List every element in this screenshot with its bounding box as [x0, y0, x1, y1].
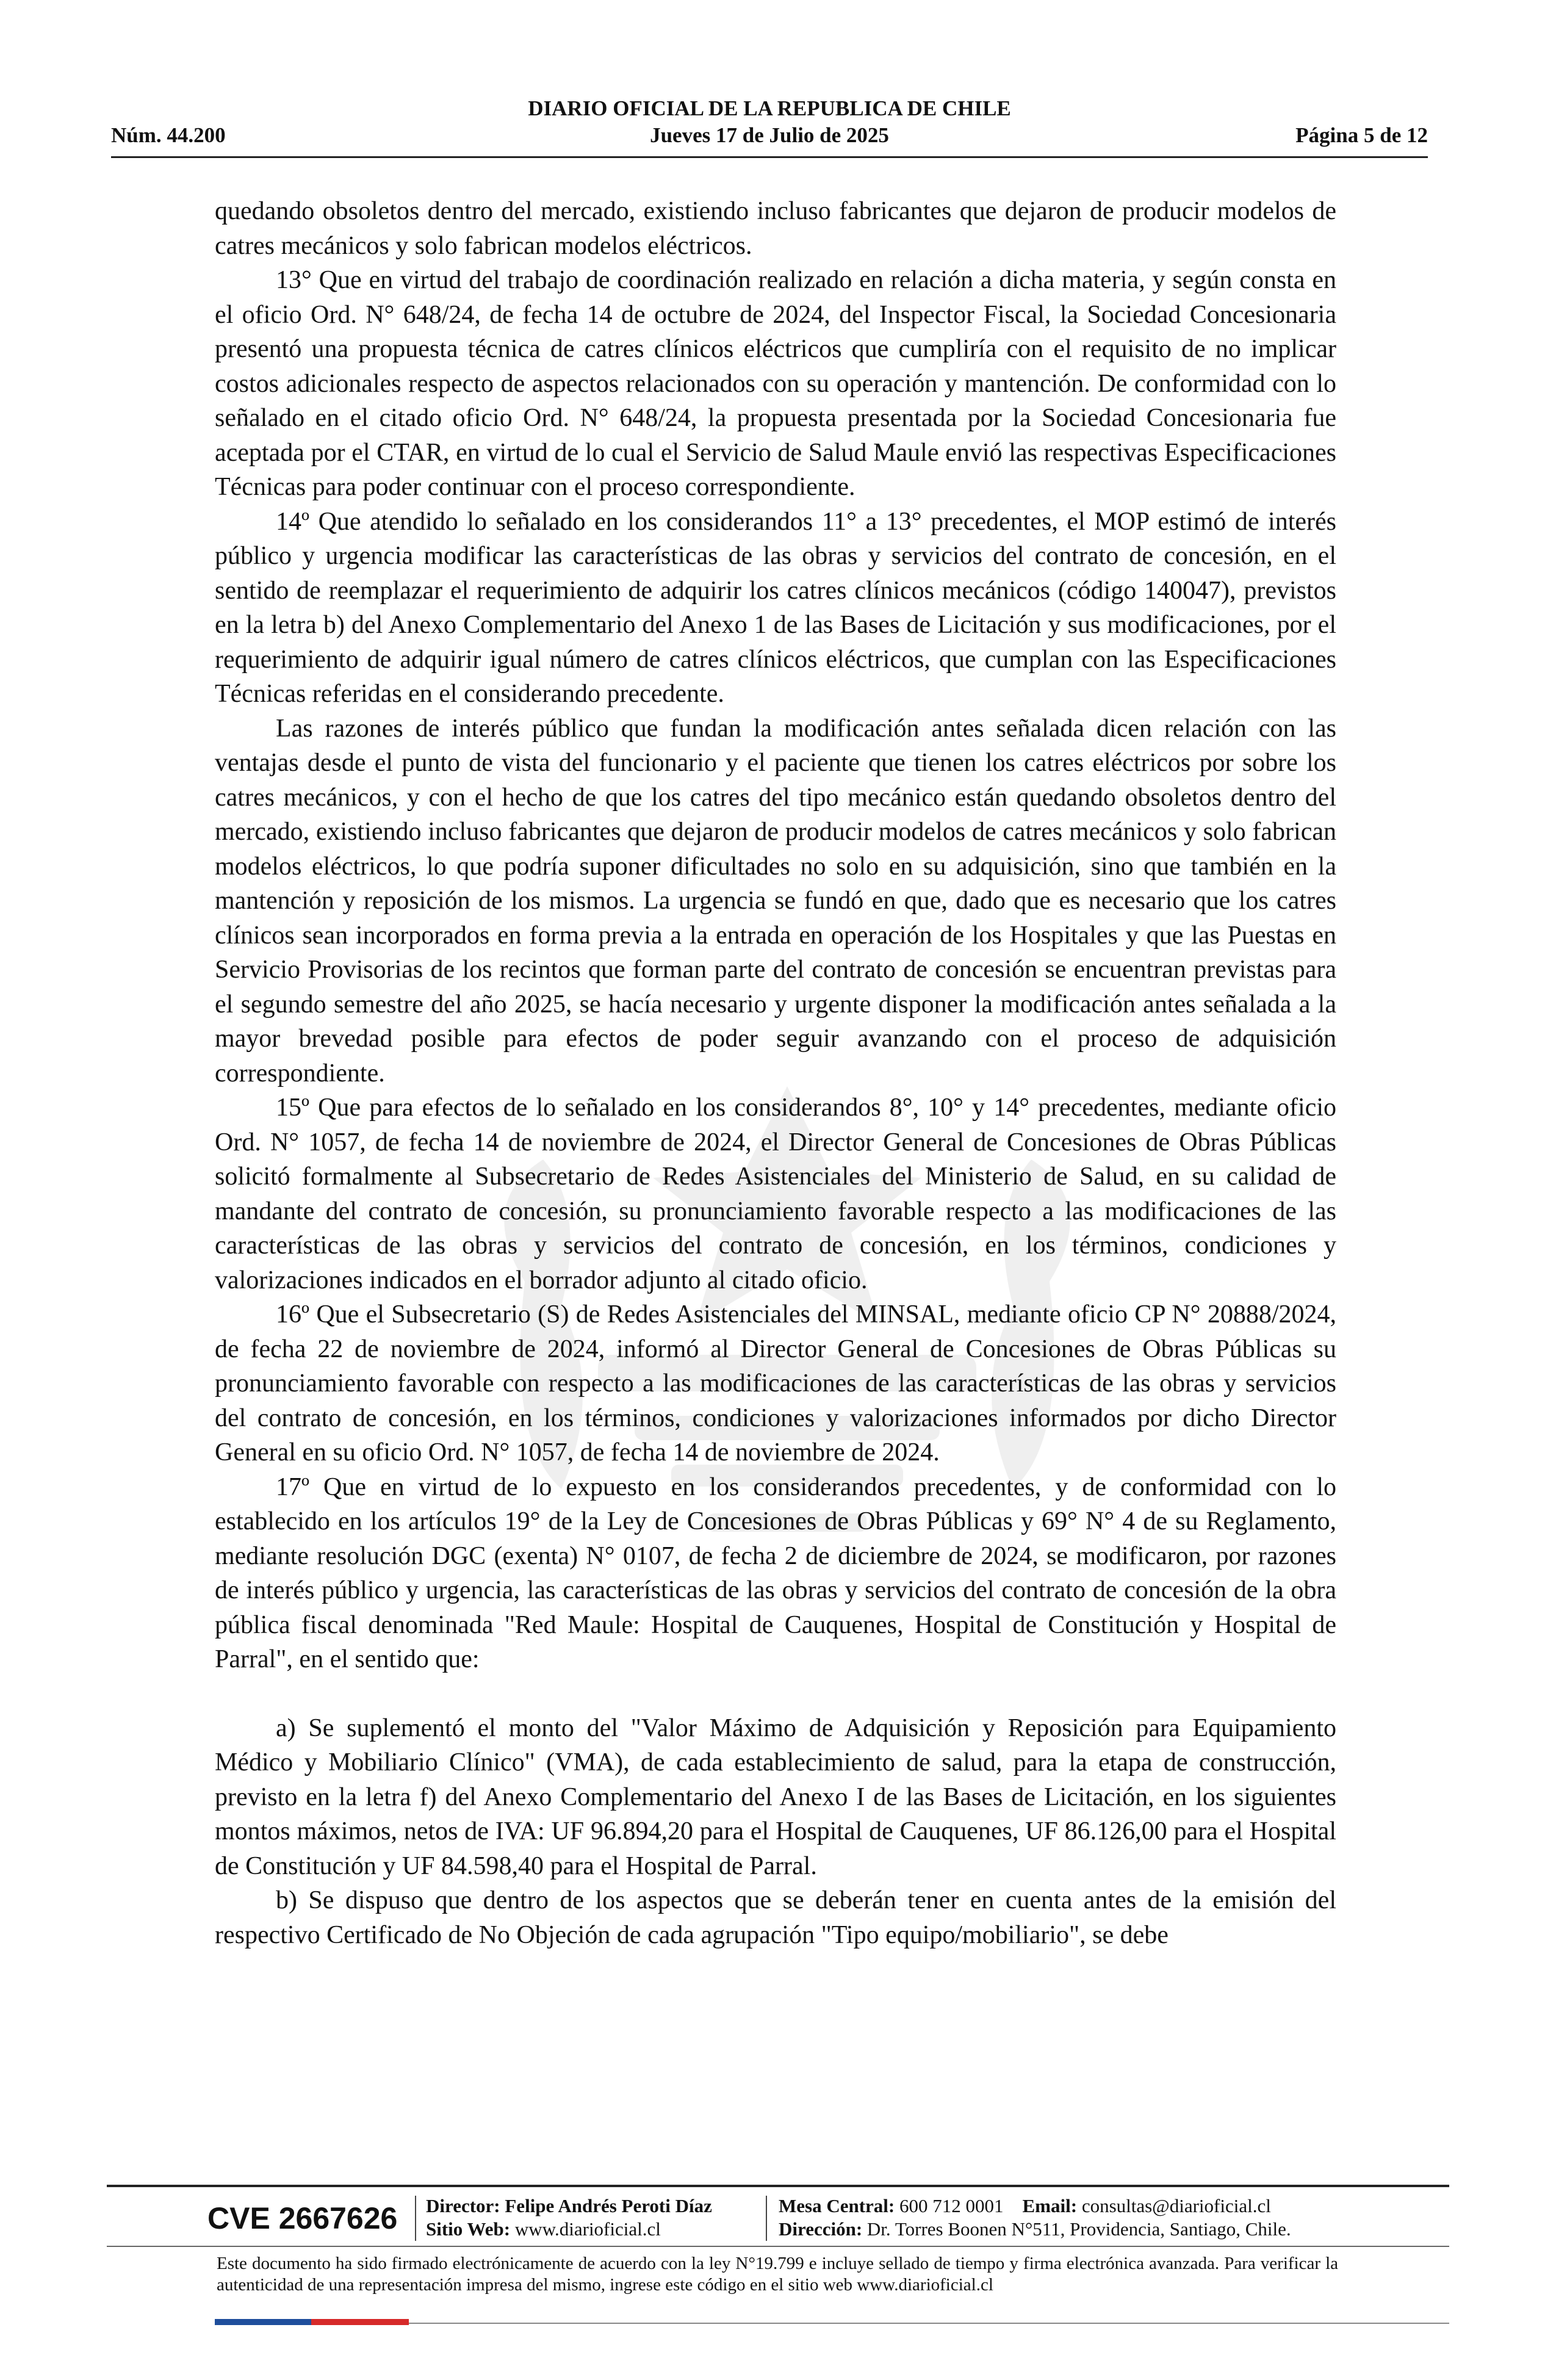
footer-divider-bottom: [409, 2323, 1449, 2324]
paragraph: 14º Que atendido lo señalado en los considerandos 11° a 13° precedentes, el MOP estimó de interés público y urgencia modificar las características de las obras y servicios del contrato de concesión, en el sentido de reemplazar el requerimiento de adquirir los catres clínicos mecánicos (código 140047), previstos en la letra b) del Anexo Complementario del Anexo 1 de las Bases de Licitación y sus modificaciones, por el requerimiento de adquirir igual número de catres clínicos eléctricos, que cumplan con las Especificaciones Técnicas referidas en el considerando precedente.: [215, 507, 1336, 708]
paragraph: Las razones de interés público que fundan la modificación antes señalada dicen relación con las ventajas desde el punto de vista del funcionario y el paciente que tienen los catres eléctricos por sobre los catres mecánicos, y con el hecho de que los catres del tipo mecánico están quedando obsoletos dentro del mercado, existiendo incluso fabricantes que dejaron de producir modelos de catres mecánicos y solo fabrican modelos eléctricos, lo que podría suponer dificultades no solo en su adquisición, sino que también en la mantención y reposición de los mismos. La urgencia se fundó en que, dado que es necesario que los catres clínicos sean incorporados en forma previa a la entrada en operación de los Hospitales y que las Puestas en Servicio Provisorias de los recintos que forman parte del contrato de concesión se encuentran previstas para el segundo semestre del año 2025, se hacía necesario y urgente disponer la modificación antes señalada a la mayor brevedad posible para efectos de poder seguir avanzando con el proceso de adquisición correspondiente.: [215, 714, 1336, 1087]
paragraph: 17º Que en virtud de lo expuesto en los considerandos precedentes, y de conformidad con lo establecido en los artículos 19° de la Ley de Concesiones de Obras Públicas y 69° N° 4 de su Reglamento, mediante resolución DGC (exenta) N° 0107, de fecha 2 de diciembre de 2024, se modificaron, por razones de interés público y urgencia, las características de las obras y servicios del contrato de concesión de la obra pública fiscal denominada "Red Maule: Hospital de Cauquenes, Hospital de Constitución y Hospital de Parral", en el sentido que:: [215, 1473, 1336, 1673]
footer-director-block: [426, 2194, 712, 2241]
page-number: Página 5 de 12: [1295, 123, 1428, 147]
website-label: Sitio Web:: [426, 2218, 511, 2240]
paragraph: 15º Que para efectos de lo señalado en los considerandos 8°, 10° y 14° precedentes, mediante oficio Ord. N° 1057, de fecha 14 de noviembre de 2024, el Director General de Concesiones de Obras Públicas solicitó formalmente al Subsecretario de Redes Asistenciales del Ministerio de Salud, en su calidad de mandante del contrato de concesión, su pronunciamiento favorable respecto a las modificaciones de las características de las obras y servicios del contrato de concesión, en los términos, condiciones y valorizaciones indicados en el borrador adjunto al citado oficio.: [215, 1094, 1336, 1294]
paragraph: quedando obsoletos dentro del mercado, existiendo incluso fabricantes que dejaron de producir modelos de catres mecánicos y solo fabrican modelos eléctricos.: [215, 197, 1336, 260]
chile-flag-stripe: [215, 2319, 409, 2325]
newspaper-title: DIARIO OFICIAL DE LA REPUBLICA DE CHILE: [528, 96, 1011, 120]
signature-note: Este documento ha sido firmado electrónicamente de acuerdo con la ley N°19.799 e incluye sellado de tiempo y firma electrónica avanzada. Para verificar la autenticidad de una representación impresa del mismo, ingrese este código en el sitio web www.diarioficial.cl: [217, 2254, 1338, 2295]
paragraph: 16º Que el Subsecretario (S) de Redes Asistenciales del MINSAL, mediante oficio CP N° 20888/2024, de fecha 22 de noviembre de 2024, informó al Director General de Concesiones de Obras Públicas su pronunciamiento favorable con respecto a las modificaciones de las características de las obras y servicios del contrato de concesión, en los términos, condiciones y valorizaciones informados por dicho Director General en su oficio Ord. N° 1057, de fecha 14 de noviembre de 2024.: [215, 1300, 1336, 1466]
paragraph: 13° Que en virtud del trabajo de coordinación realizado en relación a dicha materia, y según consta en el oficio Ord. N° 648/24, de fecha 14 de octubre de 2024, del Inspector Fiscal, la Sociedad Concesionaria presentó una propuesta técnica de catres clínicos eléctricos que cumpliría con el requisito de no implicar costos adicionales respecto de aspectos relacionados con su operación y mantención. De conformidad con lo señalado en el citado oficio Ord. N° 648/24, la propuesta presentada por la Sociedad Concesionaria fue aceptada por el CTAR, en virtud de lo cual el Servicio de Salud Maule envió las respectivas Especificaciones Técnicas para poder continuar con el proceso correspondiente.: [215, 266, 1336, 501]
issue-number: Núm. 44.200: [111, 123, 226, 147]
paragraph: b) Se dispuso que dentro de los aspectos que se deberán tener en cuenta antes de la emisión del respectivo Certificado de No Objeción de cada agrupación "Tipo equipo/mobiliario", se debe: [215, 1886, 1336, 1949]
header-divider: [111, 156, 1428, 158]
footer-contact-block: [779, 2194, 1291, 2241]
mesa-phone: 600 712 0001: [899, 2195, 1004, 2216]
page-header: [111, 93, 1428, 154]
address-value: Dr. Torres Boonen N°511, Providencia, Santiago, Chile.: [866, 2218, 1291, 2240]
email-label: Email:: [1022, 2195, 1078, 2216]
website-link[interactable]: www.diarioficial.cl: [514, 2218, 661, 2240]
director-name: Felipe Andrés Peroti Díaz: [505, 2195, 712, 2216]
footer-divider-mid: [107, 2246, 1449, 2247]
footer-separator: [415, 2196, 416, 2241]
footer-separator: [766, 2196, 767, 2241]
email-link[interactable]: consultas@diarioficial.cl: [1081, 2195, 1271, 2216]
footer-divider-top: [107, 2185, 1449, 2187]
flag-blue-segment: [215, 2319, 311, 2325]
director-label: Director:: [426, 2195, 500, 2216]
issue-date: Jueves 17 de Julio de 2025: [650, 123, 889, 147]
mesa-label: Mesa Central:: [779, 2195, 895, 2216]
flag-red-segment: [311, 2319, 409, 2325]
cve-code: CVE 2667626: [207, 2201, 398, 2235]
paragraph: a) Se suplementó el monto del "Valor Máximo de Adquisición y Reposición para Equipamiento Médico y Mobiliario Clínico" (VMA), de cada establecimiento de salud, para la etapa de construcción, previsto en la letra f) del Anexo Complementario del Anexo I de las Bases de Licitación, en los siguientes montos máximos, netos de IVA: UF 96.894,20 para el Hospital de Cauquenes, UF 86.126,00 para el Hospital de Constitución y UF 84.598,40 para el Hospital de Parral.: [215, 1714, 1336, 1880]
document-body: [215, 194, 1336, 1952]
address-label: Dirección:: [779, 2218, 863, 2240]
